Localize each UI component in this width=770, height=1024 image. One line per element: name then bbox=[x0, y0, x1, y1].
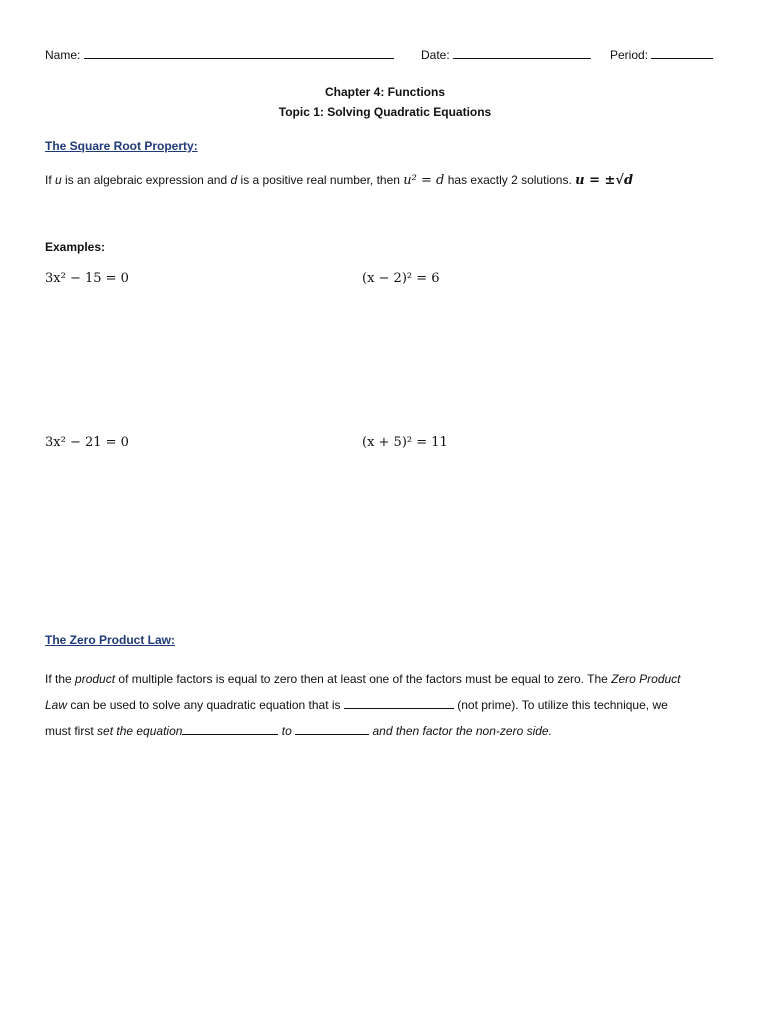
square-root-statement bbox=[45, 173, 633, 188]
chapter-title: Chapter 4: Functions bbox=[324, 85, 445, 99]
zp-end: and then factor the non-zero side. bbox=[372, 724, 552, 738]
name-label: Name: bbox=[45, 48, 81, 62]
period-blank[interactable] bbox=[651, 48, 713, 59]
example-4: (x + 5)² = 11 bbox=[362, 435, 448, 450]
statement-text-1: If bbox=[45, 173, 52, 187]
zp-law: Law bbox=[45, 698, 68, 712]
zero-product-heading: The Zero Product Law: bbox=[45, 633, 176, 647]
square-root-heading: The Square Root Property: bbox=[45, 139, 198, 153]
property-solution: u = ±√d bbox=[575, 173, 634, 188]
zero-product-line-3 bbox=[45, 718, 552, 744]
examples-heading: Examples: bbox=[45, 240, 106, 254]
zp-zero-product: Zero Product bbox=[611, 672, 681, 686]
var-d: d bbox=[230, 173, 238, 187]
example-1: 3x² − 15 = 0 bbox=[45, 271, 129, 286]
zp-text-4: (not prime). To utilize this technique, we bbox=[457, 698, 668, 712]
zp-to: to bbox=[281, 724, 292, 738]
name-blank[interactable] bbox=[84, 48, 394, 59]
zp-text-2: of multiple factors is equal to zero then at least one of the factors must be equal to zero. The bbox=[118, 672, 608, 686]
zero-product-line-2 bbox=[45, 692, 668, 718]
set-equation-blank[interactable] bbox=[182, 724, 278, 735]
zp-set-equation: set the equation bbox=[97, 724, 183, 738]
date-blank[interactable] bbox=[453, 48, 591, 59]
topic-title: Topic 1: Solving Quadratic Equations bbox=[278, 105, 492, 119]
factorable-blank[interactable] bbox=[344, 698, 454, 709]
date-field bbox=[421, 48, 591, 62]
period-label: Period: bbox=[610, 48, 649, 62]
zp-text-5: must first bbox=[45, 724, 94, 738]
property-equation: u² = d bbox=[403, 173, 445, 188]
statement-text-2: is an algebraic expression and bbox=[65, 173, 228, 187]
example-2: (x − 2)² = 6 bbox=[362, 271, 440, 286]
statement-text-3: is a positive real number, then bbox=[240, 173, 400, 187]
zp-product: product bbox=[75, 672, 116, 686]
date-label: Date: bbox=[421, 48, 450, 62]
zp-text-3: can be used to solve any quadratic equation that is bbox=[70, 698, 341, 712]
zero-product-line-1 bbox=[45, 666, 681, 692]
name-field bbox=[45, 48, 394, 62]
var-u: u bbox=[55, 173, 62, 187]
to-blank[interactable] bbox=[295, 724, 369, 735]
statement-text-4: has exactly 2 solutions. bbox=[447, 173, 572, 187]
example-3: 3x² − 21 = 0 bbox=[45, 435, 129, 450]
period-field bbox=[610, 48, 713, 62]
zp-text-1: If the bbox=[45, 672, 72, 686]
